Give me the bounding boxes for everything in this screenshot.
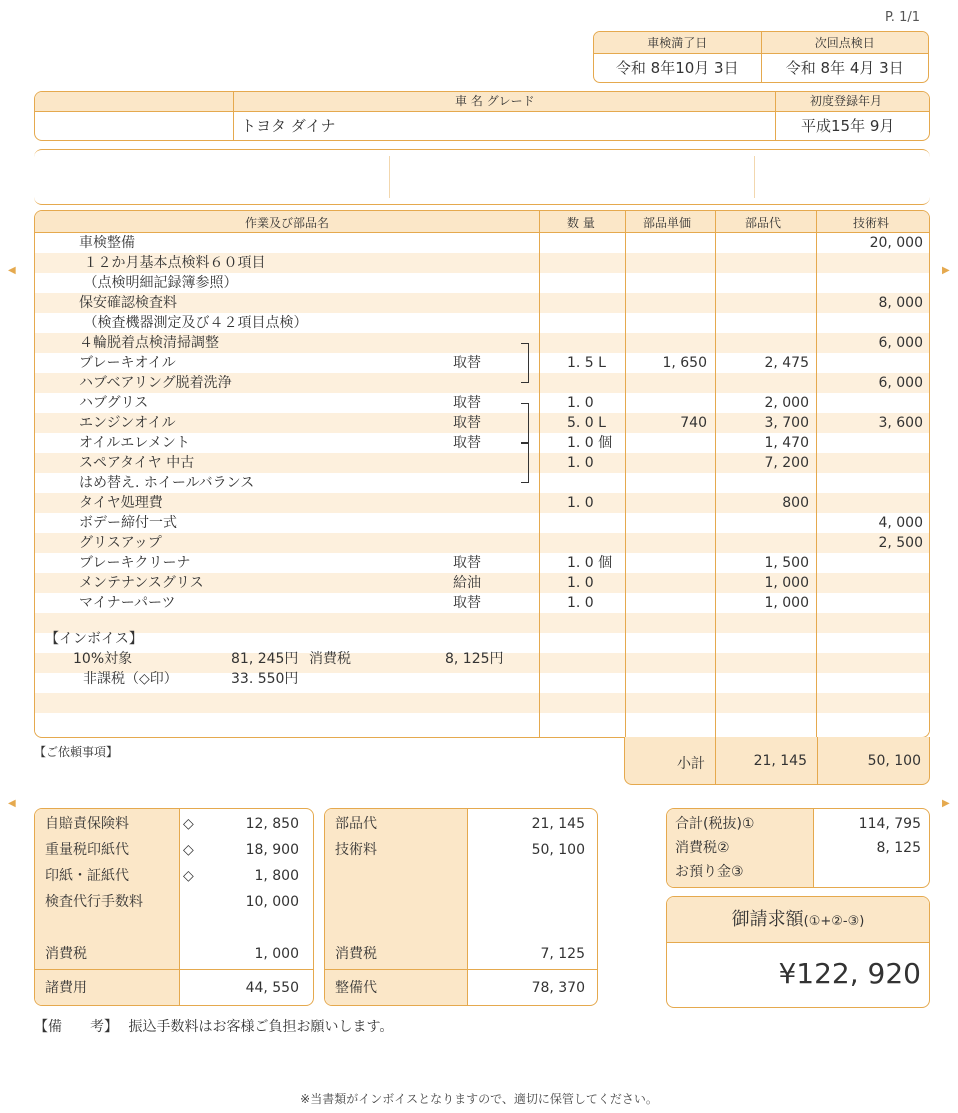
right-marker-icon: ▶	[942, 265, 950, 276]
table-row	[35, 493, 930, 513]
col-parts-header: 部品代	[745, 216, 782, 230]
item-qty: 1. 0	[567, 395, 594, 411]
fees-tax-label: 消費税	[45, 946, 87, 962]
request-label: 【ご依頼事項】	[34, 745, 119, 759]
item-qty: 1. 5 L	[567, 355, 606, 371]
fee-label: 印紙・証紙代	[45, 868, 129, 884]
service-tech-label: 技術料	[335, 842, 377, 858]
subtotal-parts: 21, 145	[753, 753, 807, 769]
service-tax-value: 7, 125	[540, 946, 585, 962]
item-name: ボデー締付一式	[79, 515, 177, 531]
fee-value: 18, 900	[245, 842, 299, 858]
item-qty: 5. 0 L	[567, 415, 606, 431]
service-parts-value: 21, 145	[531, 816, 585, 832]
summary-subtotal-label: 合計(税抜)①	[675, 816, 755, 832]
table-row	[35, 413, 930, 433]
item-parts-price: 1, 500	[764, 555, 809, 571]
table-row	[35, 473, 930, 493]
item-action: 取替	[453, 415, 481, 431]
item-parts-price: 800	[782, 495, 809, 511]
car-info-box	[34, 91, 930, 141]
table-row	[35, 333, 930, 353]
page-number: P. 1/1	[884, 10, 920, 25]
item-name: グリスアップ	[79, 535, 162, 551]
fee-row	[35, 837, 313, 863]
left-marker-icon: ◀	[8, 798, 16, 809]
item-name: ブレーキオイル	[79, 355, 176, 371]
fees-tax-value: 1, 000	[254, 946, 299, 962]
table-row	[35, 593, 930, 613]
invoice-taxable-value: 81, 245円	[231, 651, 299, 667]
next-check-label: 次回点検日	[761, 32, 929, 53]
fee-row	[35, 889, 313, 915]
table-row	[35, 373, 930, 393]
invoice-total-box	[666, 896, 930, 1008]
service-tax-label: 消費税	[335, 946, 377, 962]
invoice-total-amount: ¥122, 920	[778, 957, 921, 990]
date-box	[593, 31, 929, 83]
remarks	[34, 1016, 393, 1036]
service-tech-value: 50, 100	[531, 842, 585, 858]
subtotal-box	[624, 737, 930, 785]
item-parts-price: 1, 000	[764, 595, 809, 611]
fees-total-value: 44, 550	[245, 980, 299, 996]
item-qty: 1. 0	[567, 575, 594, 591]
item-parts-price: 1, 470	[764, 435, 809, 451]
item-name: はめ替え. ホイールバランス	[79, 475, 255, 491]
item-tech-fee: 4, 000	[878, 515, 923, 531]
item-tech-fee: 20, 000	[869, 235, 923, 251]
fee-label: 重量税印紙代	[45, 842, 129, 858]
col-item-header: 作業及び部品名	[245, 216, 330, 230]
item-tech-fee: 3, 600	[878, 415, 923, 431]
fee-mark: ◇	[183, 842, 194, 858]
right-marker-icon: ▶	[942, 798, 950, 809]
item-qty: 1. 0	[567, 495, 594, 511]
fee-row	[35, 863, 313, 889]
next-check-value: 令和 8年 4月 3日	[761, 54, 929, 82]
bracket-mark	[521, 443, 529, 483]
table-row	[35, 513, 930, 533]
service-parts-label: 部品代	[335, 816, 377, 832]
item-parts-price: 7, 200	[764, 455, 809, 471]
summary-tax-value: 8, 125	[876, 840, 921, 856]
table-row	[35, 393, 930, 413]
fees-total-label: 諸費用	[45, 980, 87, 996]
table-row	[35, 353, 930, 373]
remarks-text: 振込手数料はお客様ご負担お願いします。	[128, 1019, 394, 1035]
summary-subtotal-value: 114, 795	[858, 816, 921, 832]
item-name: １２か月基本点検料６０項目	[79, 255, 266, 271]
fee-value: 1, 800	[254, 868, 299, 884]
invoice-title: 【インボイス】	[45, 631, 143, 647]
item-action: 取替	[453, 395, 481, 411]
invoice-tax-value: 8, 125円	[445, 651, 504, 667]
table-row	[35, 293, 930, 313]
table-row	[35, 233, 930, 253]
item-unit-price: 740	[680, 415, 707, 431]
col-qty-header: 数 量	[567, 216, 595, 230]
table-row	[35, 553, 930, 573]
item-action: 取替	[453, 555, 481, 571]
subtotal-label: 小計	[677, 756, 705, 772]
registration-label: 初度登録年月	[810, 94, 883, 108]
summary-box	[666, 808, 930, 888]
service-box	[324, 808, 598, 1006]
work-items-table	[34, 210, 930, 738]
remarks-label: 【備 考】	[34, 1019, 118, 1035]
table-row	[35, 273, 930, 293]
item-action: 取替	[453, 355, 481, 371]
fee-value: 10, 000	[245, 894, 299, 910]
invoice-nontax-value: 33. 550円	[231, 671, 299, 687]
invoice-tax-label: 消費税	[309, 651, 351, 667]
item-action: 給油	[453, 575, 481, 591]
table-row	[35, 533, 930, 553]
car-name-value: トヨタ ダイナ	[241, 117, 336, 135]
fee-label: 自賠責保険料	[45, 816, 129, 832]
item-name: ハブグリス	[79, 395, 149, 411]
table-row	[35, 453, 930, 473]
item-parts-price: 2, 000	[764, 395, 809, 411]
item-name: マイナーパーツ	[79, 595, 176, 611]
registration-value: 平成15年 9月	[801, 117, 895, 135]
footer-note: ※当書類がインボイスとなりますので、適切に保管してください。	[300, 1092, 658, 1106]
table-row	[35, 313, 930, 333]
table-row	[35, 253, 930, 273]
inspection-expiry-label: 車検満了日	[647, 36, 708, 50]
left-marker-icon: ◀	[8, 265, 16, 276]
item-qty: 1. 0 個	[567, 555, 613, 571]
item-parts-price: 2, 475	[764, 355, 809, 371]
item-tech-fee: 2, 500	[878, 535, 923, 551]
item-name: オイルエレメント	[79, 435, 190, 451]
blank-info-box	[34, 149, 930, 205]
bracket-mark	[521, 403, 529, 443]
service-total-value: 78, 370	[531, 980, 585, 996]
service-total-label: 整備代	[335, 980, 377, 996]
fee-mark: ◇	[183, 816, 194, 832]
item-tech-fee: 6, 000	[878, 335, 923, 351]
invoice-total-title: 御請求額	[731, 909, 804, 930]
table-row	[35, 573, 930, 593]
item-qty: 1. 0 個	[567, 435, 613, 451]
item-name: （検査機器測定及び４２項目点検）	[79, 315, 308, 331]
subtotal-tech: 50, 100	[867, 753, 921, 769]
item-parts-price: 3, 700	[764, 415, 809, 431]
item-name: ハブベアリング脱着洗浄	[79, 375, 232, 391]
item-name: タイヤ処理費	[79, 495, 163, 511]
summary-tax-label: 消費税②	[675, 840, 730, 856]
item-name: メンテナンスグリス	[79, 575, 204, 591]
item-unit-price: 1, 650	[662, 355, 707, 371]
item-name: ブレーキクリーナ	[79, 555, 191, 571]
item-name: エンジンオイル	[79, 415, 176, 431]
item-tech-fee: 6, 000	[878, 375, 923, 391]
car-name-label: 車 名 グレード	[455, 94, 535, 108]
fee-mark: ◇	[183, 868, 194, 884]
item-action: 取替	[453, 435, 481, 451]
fee-value: 12, 850	[245, 816, 299, 832]
item-name: （点検明細記録簿参照）	[79, 275, 238, 291]
item-name: 車検整備	[79, 235, 135, 251]
item-qty: 1. 0	[567, 595, 594, 611]
fee-row	[35, 811, 313, 837]
invoice-taxable-label: 10%対象	[73, 651, 133, 667]
col-tech-header: 技術料	[853, 216, 890, 230]
bracket-mark	[521, 343, 529, 383]
item-qty: 1. 0	[567, 455, 594, 471]
item-name: ４輪脱着点検清掃調整	[79, 335, 219, 351]
item-tech-fee: 8, 000	[878, 295, 923, 311]
summary-deposit-label: お預り金③	[675, 864, 744, 880]
item-name: 保安確認検査料	[79, 295, 177, 311]
invoice-nontax-label: 非課税（◇印）	[83, 671, 178, 687]
col-unit-header: 部品単価	[643, 216, 692, 230]
item-parts-price: 1, 000	[764, 575, 809, 591]
fees-box	[34, 808, 314, 1006]
table-row	[35, 433, 930, 453]
invoice-total-formula: (①+②-③)	[803, 914, 865, 929]
fee-label: 検査代行手数料	[45, 894, 143, 910]
item-name: スペアタイヤ 中古	[79, 455, 195, 471]
inspection-expiry-value: 令和 8年10月 3日	[615, 59, 739, 77]
item-action: 取替	[453, 595, 481, 611]
